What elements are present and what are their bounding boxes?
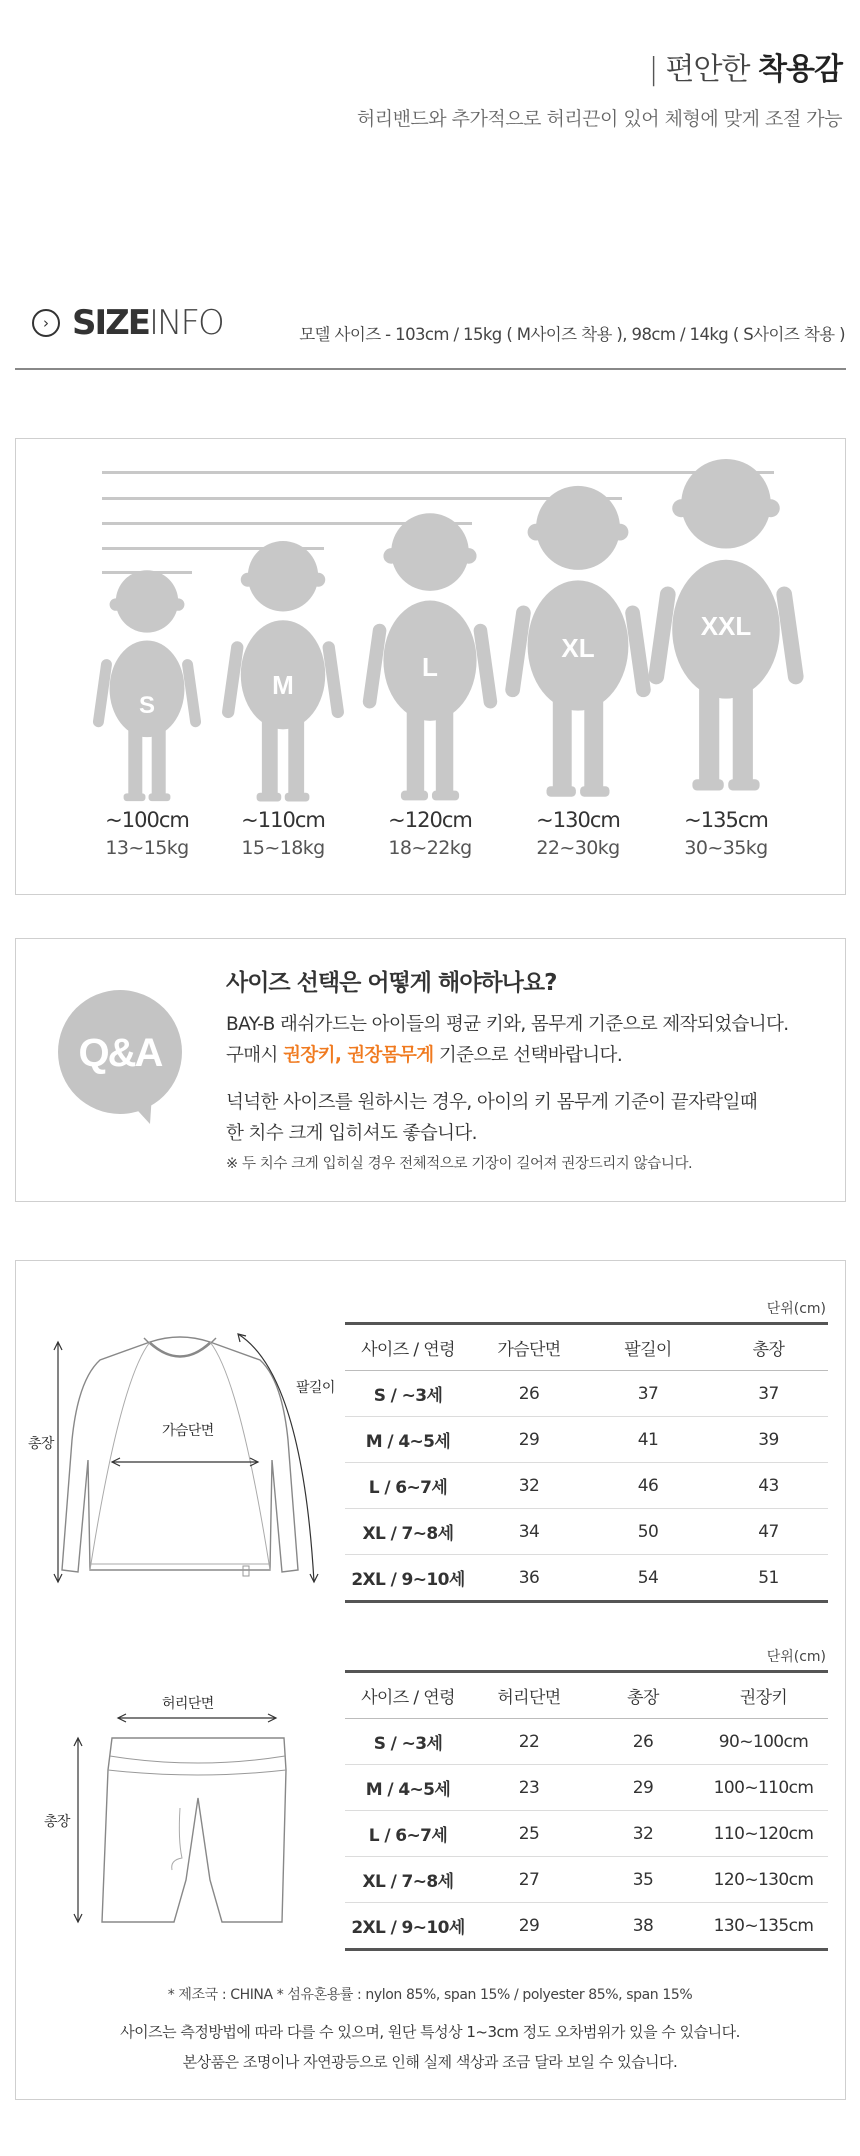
model-size-info: 모델 사이즈 - 103cm / 15kg ( M사이즈 착용 ), 98cm / 14kg ( S사이즈 착용 ): [299, 325, 845, 344]
table-cell: XL / 7~8세: [345, 1857, 471, 1903]
table-header-cell: 사이즈 / 연령: [345, 1672, 471, 1719]
table-row: [345, 1811, 828, 1857]
table-cell: XL / 7~8세: [345, 1509, 471, 1555]
table-cell: 32: [587, 1811, 699, 1857]
diagram-length-label: 총장: [28, 1436, 54, 1452]
table-cell: 90~100cm: [699, 1719, 828, 1765]
qa-bubble-icon: [58, 990, 188, 1140]
table-header-cell: 총장: [587, 1672, 699, 1719]
table-cell: 36: [471, 1555, 587, 1602]
figure-s: [92, 570, 201, 801]
table-header-cell: 사이즈 / 연령: [345, 1324, 471, 1371]
diagram-sleeve-label: 팔길이: [296, 1380, 335, 1396]
table-cell: 29: [587, 1765, 699, 1811]
figure-size-label: S: [138, 692, 156, 719]
qa-line2-post: 기준으로 선택바랍니다.: [433, 1045, 623, 1066]
table-row: [345, 1417, 828, 1463]
table-header-cell: 총장: [709, 1324, 828, 1371]
table-cell: 25: [471, 1811, 587, 1857]
qa-line2-pre: 구매시: [226, 1045, 284, 1066]
diagram-length-label: 총장: [44, 1814, 70, 1830]
table-cell: 120~130cm: [699, 1857, 828, 1903]
table-cell: 54: [587, 1555, 709, 1602]
material-info: * 제조국 : CHINA * 섬유혼용률 : nylon 85%, span 15% / polyester 85%, span 15%: [167, 1987, 693, 2003]
qa-answer-line: BAY-B 래쉬가드는 아이들의 평균 키와, 몸무게 기준으로 제작되었습니다.: [226, 1014, 789, 1035]
figure-height-label: ~130cm: [536, 808, 620, 832]
table-cell: 46: [587, 1463, 709, 1509]
table-header-cell: 가슴단면: [471, 1324, 587, 1371]
rashguard-diagram: [20, 1320, 340, 1600]
table-cell: 37: [587, 1371, 709, 1417]
figure-weight-label: 13~15kg: [105, 837, 189, 859]
figure-weight-label: 30~35kg: [684, 837, 768, 859]
table-cell: 2XL / 9~10세: [345, 1903, 471, 1950]
table-cell: L / 6~7세: [345, 1463, 471, 1509]
size-info-title: [72, 303, 223, 343]
size-info-title-light: INFO: [149, 303, 223, 343]
figure-height-label: ~135cm: [684, 808, 768, 832]
table-cell: 130~135cm: [699, 1903, 828, 1950]
table-row: [345, 1719, 828, 1765]
table-row: [345, 1765, 828, 1811]
qa-question: 사이즈 선택은 어떻게 해야하나요?: [226, 970, 557, 996]
qa-badge-text: Q&A: [78, 1031, 162, 1075]
table-row: [345, 1903, 828, 1950]
table-cell: 43: [709, 1463, 828, 1509]
table-row: [345, 1509, 828, 1555]
figure-weight-label: 22~30kg: [536, 837, 620, 859]
table-cell: 2XL / 9~10세: [345, 1555, 471, 1602]
qa-answer-line: 한 치수 크게 입히셔도 좋습니다.: [226, 1123, 477, 1144]
table-header-cell: 팔길이: [587, 1324, 709, 1371]
divider: [15, 368, 846, 370]
qa-highlight: 권장키, 권장몸무게: [283, 1045, 434, 1066]
diagram-chest-label: 가슴단면: [162, 1423, 214, 1439]
table-cell: 29: [471, 1417, 587, 1463]
table-cell: M / 4~5세: [345, 1765, 471, 1811]
figure-height-label: ~110cm: [241, 808, 325, 832]
section-subtitle: 허리밴드와 추가적으로 허리끈이 있어 체형에 맞게 조절 가능: [356, 108, 842, 130]
section-title: [648, 44, 842, 88]
table-cell: 50: [587, 1509, 709, 1555]
table-cell: 27: [471, 1857, 587, 1903]
table-cell: L / 6~7세: [345, 1811, 471, 1857]
figure-size-label: XL: [561, 633, 595, 663]
table-cell: 35: [587, 1857, 699, 1903]
table-cell: 100~110cm: [699, 1765, 828, 1811]
color-disclaimer: 본상품은 조명이나 자연광등으로 인해 실제 색상과 조금 달라 보일 수 있습니다.: [182, 2053, 678, 2071]
figure-weight-label: 15~18kg: [241, 837, 325, 859]
table-cell: 39: [709, 1417, 828, 1463]
table-row: [345, 1857, 828, 1903]
shorts-diagram: [40, 1690, 320, 1950]
table-cell: 38: [587, 1903, 699, 1950]
table-header-row: [345, 1324, 828, 1371]
table-cell: 26: [587, 1719, 699, 1765]
unit-label: 단위(cm): [766, 1301, 826, 1317]
table-row: [345, 1555, 828, 1602]
title-divider: |: [648, 52, 658, 87]
unit-label: 단위(cm): [766, 1649, 826, 1665]
table-cell: S / ~3세: [345, 1371, 471, 1417]
table-row: [345, 1371, 828, 1417]
table-cell: 34: [471, 1509, 587, 1555]
chevron-right-icon: ›: [32, 309, 60, 337]
table-cell: 37: [709, 1371, 828, 1417]
qa-note: ※ 두 치수 크게 입히실 경우 전체적으로 기장이 길어져 권장드리지 않습니다.: [226, 1156, 693, 1172]
table-cell: 29: [471, 1903, 587, 1950]
table-header-row: [345, 1672, 828, 1719]
table-header-cell: 허리단면: [471, 1672, 587, 1719]
figure-size-label: M: [272, 670, 294, 700]
table-cell: 47: [709, 1509, 828, 1555]
table-header-cell: 권장키: [699, 1672, 828, 1719]
figure-height-label: ~100cm: [105, 808, 189, 832]
figure-height-label: ~120cm: [388, 808, 472, 832]
figure-size-label: XXL: [700, 611, 752, 641]
table-row: [345, 1463, 828, 1509]
table-cell: M / 4~5세: [345, 1417, 471, 1463]
table-cell: 23: [471, 1765, 587, 1811]
table-cell: 22: [471, 1719, 587, 1765]
size-info-heading: [32, 300, 223, 346]
table-cell: 51: [709, 1555, 828, 1602]
table-cell: 26: [471, 1371, 587, 1417]
table-cell: 41: [587, 1417, 709, 1463]
title-bold: 착용감: [758, 52, 842, 87]
top-size-table: [345, 1322, 828, 1603]
table-cell: 110~120cm: [699, 1811, 828, 1857]
size-disclaimer: 사이즈는 측정방법에 따라 다를 수 있으며, 원단 특성상 1~3cm 정도 오차범위가 있을 수 있습니다.: [120, 2023, 740, 2041]
title-prefix: 편안한: [665, 52, 750, 87]
bottom-size-table: [345, 1670, 828, 1951]
table-cell: 32: [471, 1463, 587, 1509]
size-info-title-bold: SIZE: [72, 303, 150, 343]
qa-answer-line: [226, 1041, 622, 1067]
qa-answer-line: 넉넉한 사이즈를 원하시는 경우, 아이의 키 몸무게 기준이 끝자락일때: [226, 1092, 758, 1113]
table-cell: S / ~3세: [345, 1719, 471, 1765]
figure-size-label: L: [422, 652, 438, 682]
diagram-waist-label: 허리단면: [162, 1696, 214, 1712]
figure-weight-label: 18~22kg: [388, 837, 472, 859]
